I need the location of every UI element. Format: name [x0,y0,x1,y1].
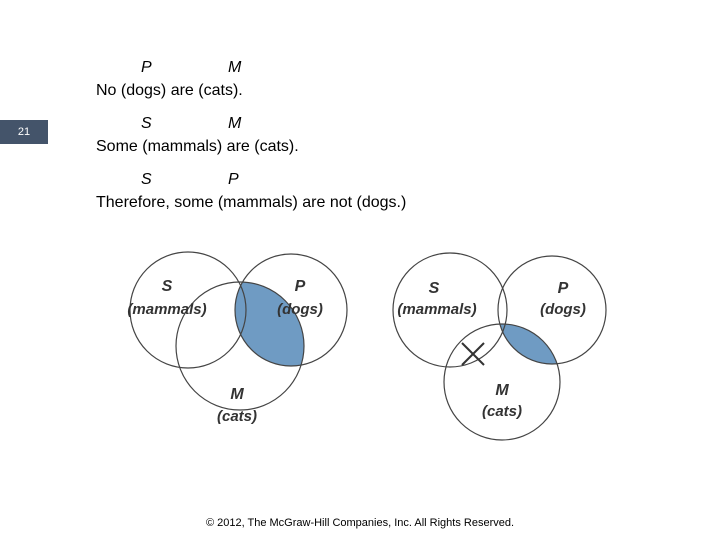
circle-p-name: (dogs) [277,301,323,318]
premise2-term-right: M [228,115,242,132]
circle-s-letter: S [161,278,173,295]
premise2-sentence: Some (mammals) are (cats). [96,138,299,155]
premise1-sentence: No (dogs) are (cats). [96,82,243,99]
circle-m-letter: M [230,386,244,403]
venn-diagram-premises [100,230,380,425]
slide-number: 21 [0,120,48,144]
circle-m-name: (cats) [216,408,258,425]
circle-s-name: (mammals) [397,301,477,318]
conclusion-sentence: Therefore, some (mammals) are not (dogs.) [96,194,407,211]
conclusion-term-left: S [141,171,152,188]
venn-diagram-conclusion [380,230,620,450]
circle-p-letter: P [557,280,569,297]
circle-s-letter: S [428,280,440,297]
copyright-footer: © 2012, The McGraw-Hill Companies, Inc. All Rights Reserved. [205,517,515,529]
circle-s-name: (mammals) [127,301,207,318]
premise1-term-left: P [141,59,152,76]
premise1-term-right: M [228,59,242,76]
circle-m-letter: M [495,382,509,399]
premise2-term-left: S [141,115,152,132]
circle-p-letter: P [294,278,306,295]
circle-m-name: (cats) [481,403,523,420]
conclusion-term-right: P [228,171,239,188]
circle-p-name: (dogs) [540,301,586,318]
